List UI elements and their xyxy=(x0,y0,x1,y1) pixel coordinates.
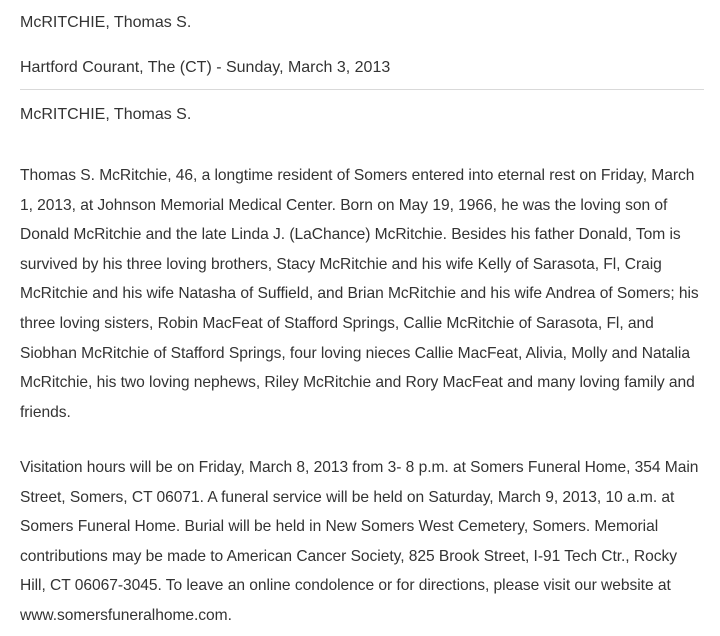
obituary-name: McRITCHIE, Thomas S. xyxy=(20,106,192,123)
obituary-paragraph-services: Visitation hours will be on Friday, March 8, 2013 from 3- 8 p.m. at Somers Funeral Home, 354 Main Street, Somers, CT 06071. A funeral service will be held on Saturday, March 9, 2013, 10 a.m. at Somers Funeral Home. Burial will be held in New Somers West Cemetery, Somers. Memorial contributions may be made to American Cancer Society, 825 Brook Street, I-91 Tech Ctr., Rocky Hill, CT 06067-3045. To leave an online condolence or for directions, please visit our website at www.somersfuneralhome.com. xyxy=(20,459,699,624)
divider xyxy=(20,89,704,90)
source-line: Hartford Courant, The (CT) - Sunday, March 3, 2013 xyxy=(20,59,391,76)
page-title: McRITCHIE, Thomas S. xyxy=(20,14,192,31)
obituary-paragraph-family: Thomas S. McRitchie, 46, a longtime resident of Somers entered into eternal rest on Friday, March 1, 2013, at Johnson Memorial Medical Center. Born on May 19, 1966, he was the loving son of Donald McRitchie and the late Linda J. (LaChance) McRitchie. Besides his father Donald, Tom is survived by his three loving brothers, Stacy McRitchie and his wife Kelly of Sarasota, Fl, Craig McRitchie and his wife Natasha of Suffield, and Brian McRitchie and his wife Andrea of Somers; his three loving sisters, Robin MacFeat of Stafford Springs, Callie McRitchie of Sarasota, Fl, and Siobhan McRitchie of Stafford Springs, four loving nieces Callie MacFeat, Alivia, Molly and Natalia McRitchie, his two loving nephews, Riley McRitchie and Rory MacFeat and many loving family and friends. xyxy=(20,167,699,421)
